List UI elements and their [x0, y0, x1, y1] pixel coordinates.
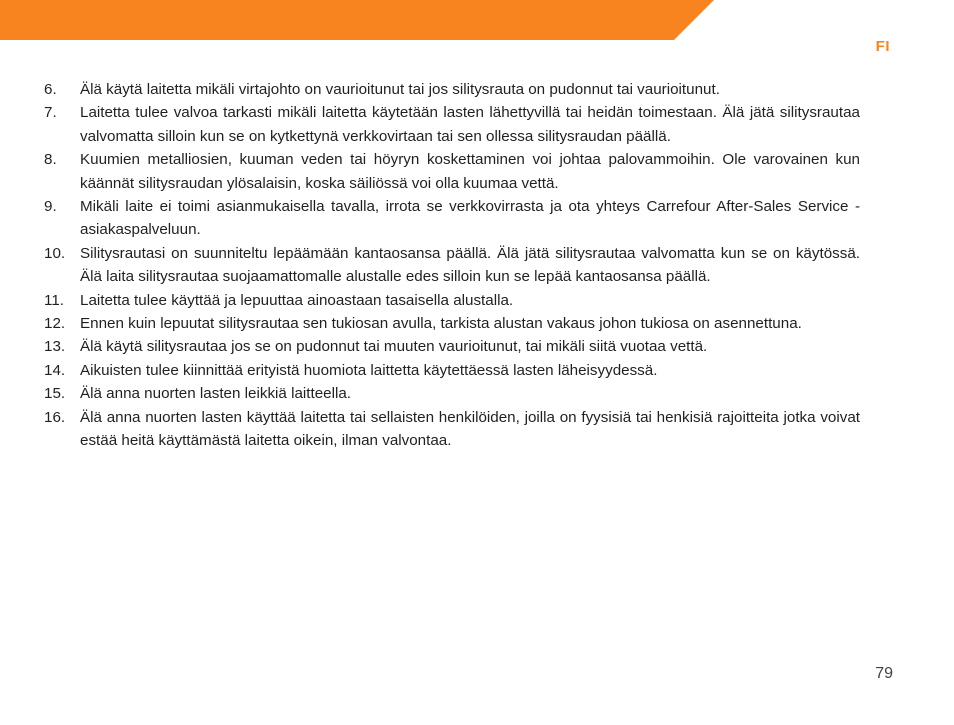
- list-item-number: 6.: [44, 81, 57, 98]
- list-item-number: 15.: [44, 385, 66, 403]
- list-item-text: Aikuisten tulee kiinnittää erityistä huomiota laittetta käytettäessä lasten läheisyydessä.: [80, 361, 658, 379]
- list-item-text: Mikäli laite ei toimi asianmukaisella tavalla, irrota se verkkovirrasta ja ota yhteys Carrefour After-Sales Service -asiakaspalveluun.: [80, 198, 860, 239]
- list-item-number: 9.: [44, 198, 57, 216]
- list-item-number: 7.: [44, 104, 57, 122]
- list-item: [44, 101, 860, 148]
- list-item: [44, 382, 860, 405]
- list-item: [44, 312, 860, 335]
- list-item-text: Kuumien metalliosien, kuuman veden tai höyryn koskettaminen voi johtaa palovammoihin. Ole varovainen kun käännät silitysraudan ylösalaisin, koska säiliössä voi olla kuumaa vettä.: [80, 151, 860, 192]
- list-item-number: 10.: [44, 244, 66, 262]
- list-item: [44, 148, 860, 195]
- header-band-shape: [0, 0, 954, 40]
- safety-instructions-list: [44, 78, 860, 453]
- list-item: [44, 359, 860, 382]
- list-item-text: Älä anna nuorten lasten käyttää laitetta tai sellaisten henkilöiden, joilla on fyysisiä tai henkisiä rajoitteita jotka voivat estää heitä käyttämästä laitetta oikein, ilman valvontaa.: [80, 408, 860, 450]
- list-item-text: Silitysrautasi on suunniteltu lepäämään kantaosansa päällä. Älä jätä silitysrautaa valvomatta kun se on käytössä. Älä laita silitysrautaa suojaamattomalle alustalle edes silloin kun se lepää kantaosansa päällä.: [80, 244, 860, 286]
- list-item: [44, 242, 860, 289]
- list-item-number: 16.: [44, 408, 66, 426]
- page-number: 79: [875, 665, 893, 682]
- list-item-text: Älä käytä silitysrautaa jos se on pudonnut tai muuten vaurioitunut, tai mikäli siitä vuotaa vettä.: [80, 338, 708, 356]
- list-item: [44, 78, 860, 101]
- list-item-text: Älä käytä laitetta mikäli virtajohto on vaurioitunut tai jos silitysrauta on pudonnut tai vaurioitunut.: [80, 81, 720, 98]
- list-item-text: Älä anna nuorten lasten leikkiä laitteella.: [80, 385, 352, 403]
- list-item: [44, 335, 860, 358]
- list-item-number: 12.: [44, 315, 66, 333]
- list-item-text: Ennen kuin lepuutat silitysrautaa sen tukiosan avulla, tarkista alustan vakaus johon tukiosa on asennettuna.: [80, 315, 802, 333]
- list-item-number: 13.: [44, 338, 66, 356]
- list-item-number: 8.: [44, 151, 57, 169]
- language-code: FI: [875, 38, 890, 55]
- list-item-number: 11.: [44, 291, 64, 309]
- list-item: [44, 195, 860, 242]
- list-item-number: 14.: [44, 361, 66, 379]
- list-item: [44, 406, 860, 453]
- header-band: [0, 0, 954, 40]
- list-item-text: Laitetta tulee valvoa tarkasti mikäli laitetta käytetään lasten lähettyvillä tai heidän toimestaan. Älä jätä silitysrautaa valvomatta silloin kun se on kytkettynä verkkovirtaan tai sen ollessa silitysraudan päällä.: [80, 104, 860, 145]
- list-item: [44, 289, 860, 312]
- document-body: [44, 78, 860, 453]
- list-item-text: Laitetta tulee käyttää ja lepuuttaa ainoastaan tasaisella alustalla.: [80, 291, 514, 309]
